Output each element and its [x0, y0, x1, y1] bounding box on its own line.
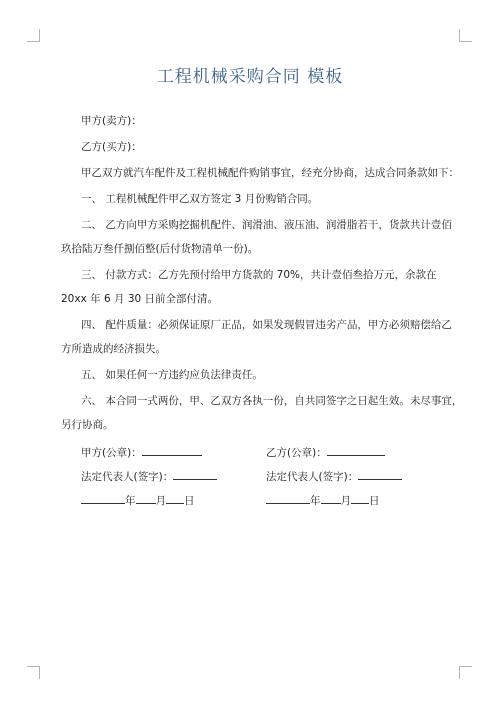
- day-blank-b: [351, 492, 369, 504]
- month-label-b: 月: [340, 495, 351, 507]
- crop-mark-bottom-right: [459, 666, 472, 679]
- rep-a-label: 法定代表人(签字)：: [81, 471, 174, 483]
- month-blank-a: [136, 492, 156, 504]
- clause-2-line-2: 玖拾陆万叁仟捌佰整(后付货物清单一份)。: [61, 243, 259, 255]
- day-label-a: 日: [184, 495, 195, 507]
- party-a-line: 甲方(卖方)：: [81, 115, 142, 127]
- year-blank-b: [266, 492, 310, 504]
- party-b-seal-blank: [327, 444, 385, 456]
- party-a-seal-blank: [142, 444, 202, 456]
- rep-a-blank: [173, 468, 217, 480]
- clause-3-line-2: 20xx 年 6 月 30 日前全部付清。: [61, 293, 219, 305]
- clause-4-line-1: 四、 配件质量：必须保证原厂正品，如果发现假冒违劣产品，甲方必须赔偿给乙: [81, 319, 452, 331]
- month-label-a: 月: [155, 495, 166, 507]
- clause-5: 五、 如果任何一方违约应负法律责任。: [81, 369, 263, 381]
- rep-b-blank: [358, 468, 402, 480]
- month-blank-b: [321, 492, 341, 504]
- clause-6-line-2: 另行协商。: [61, 419, 114, 431]
- party-b-line: 乙方(买方)：: [81, 141, 142, 153]
- party-b-seal-field: [266, 444, 385, 460]
- party-b-date-field: [266, 492, 380, 508]
- day-blank-a: [166, 492, 184, 504]
- crop-mark-top-right: [459, 29, 472, 42]
- rep-b-label: 法定代表人(签字)：: [266, 471, 359, 483]
- party-a-seal-field: [81, 444, 202, 460]
- clause-4-line-2: 方所造成的经济损失。: [61, 343, 166, 355]
- crop-mark-bottom-left: [27, 666, 40, 679]
- year-label-a: 年: [125, 495, 136, 507]
- rep-b-signature-field: [266, 468, 402, 484]
- clause-2-line-1: 二、 乙方向甲方采购挖掘机配件、润滑油、液压油、润滑脂若干，货款共计壹佰: [81, 219, 452, 231]
- year-label-b: 年: [310, 495, 321, 507]
- rep-a-signature-field: [81, 468, 217, 484]
- party-a-seal-label: 甲方(公章)：: [81, 447, 142, 459]
- clause-6-line-1: 六、 本合同一式两份，甲、乙双方各执一份，自共同签字之日起生效。未尽事宜，: [81, 395, 463, 407]
- party-b-seal-label: 乙方(公章)：: [266, 447, 327, 459]
- day-label-b: 日: [369, 495, 380, 507]
- party-a-date-field: [81, 492, 195, 508]
- clause-1: 一、 工程机械配件甲乙双方签定 3 月份购销合同。: [81, 193, 319, 205]
- year-blank-a: [81, 492, 125, 504]
- clause-3-line-1: 三、 付款方式：乙方先预付给甲方货款的 70%，共计壹佰叁拾万元，余款在: [81, 269, 437, 281]
- intro-paragraph: 甲乙双方就汽车配件及工程机械配件购销事宜，经充分协商，达成合同条款如下：: [81, 167, 459, 179]
- document-title: 工程机械采购合同 模板: [156, 67, 344, 87]
- crop-mark-top-left: [27, 29, 40, 42]
